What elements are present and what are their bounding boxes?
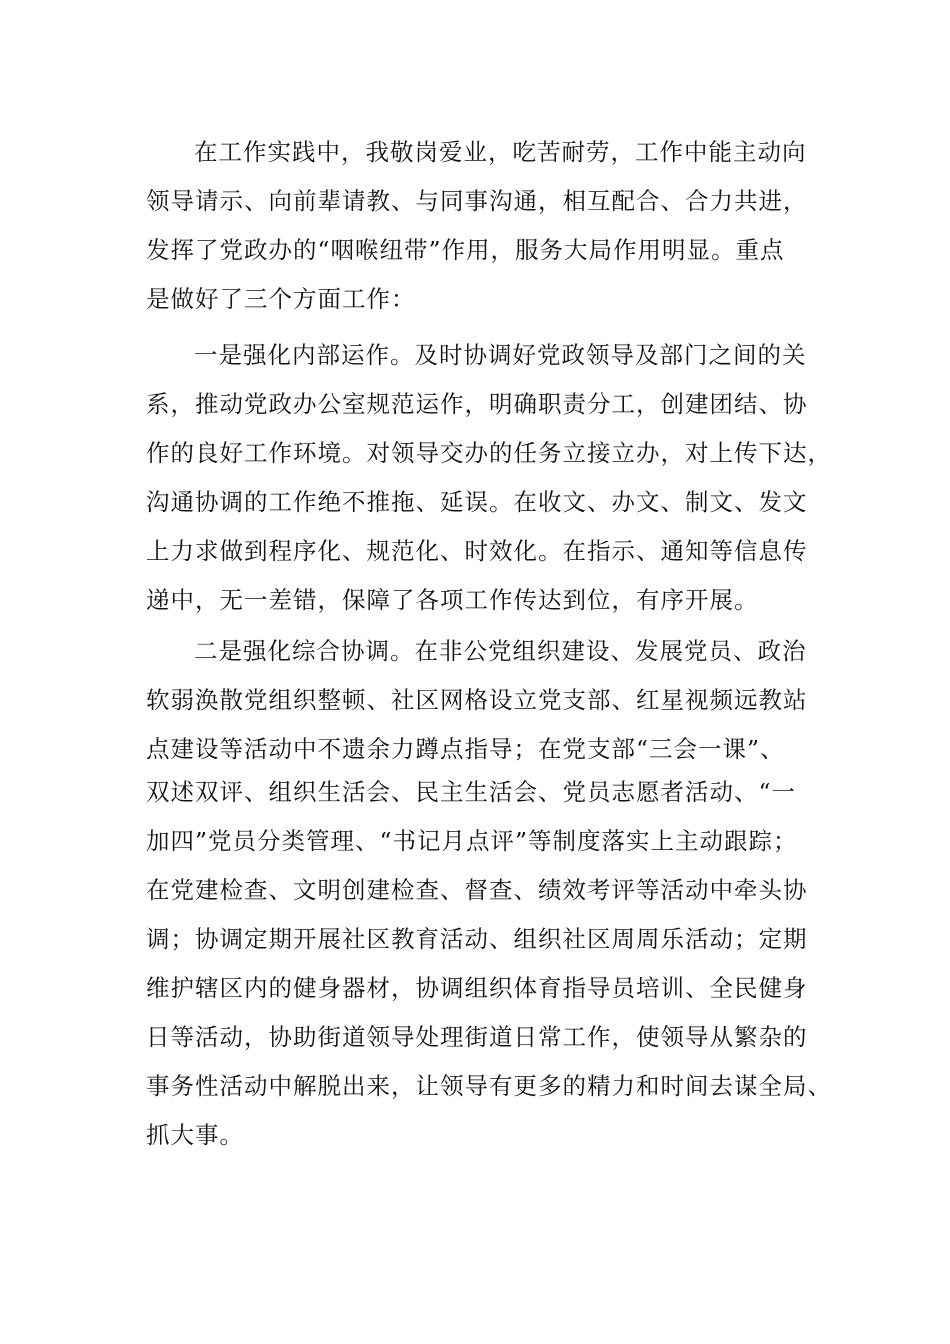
paragraph-3-line-6: 在党建检查、文明创建检查、督查、绩效考评等活动中牵头协 <box>146 876 808 904</box>
paragraph-3-line-10: 事务性活动中解脱出来，让领导有更多的精力和时间去谋全局、 <box>146 1072 832 1100</box>
paragraph-2-line-3: 作的良好工作环境。对领导交办的任务立接立办，对上传下达， <box>146 439 832 467</box>
paragraph-3-line-4: 双述双评、组织生活会、民主生活会、党员志愿者活动、“一 <box>146 778 797 806</box>
paragraph-2-line-2: 系，推动党政办公室规范运作，明确职责分工，创建团结、协 <box>146 390 808 418</box>
paragraph-3-line-1: 二是强化综合协调。在非公党组织建设、发展党员、政治 <box>194 637 807 665</box>
paragraph-2-line-1: 一是强化内部运作。及时协调好党政领导及部门之间的关 <box>194 341 807 369</box>
paragraph-3-line-2: 软弱涣散党组织整顿、社区网格设立党支部、红星视频远教站 <box>146 686 808 714</box>
paragraph-3-line-11: 抓大事。 <box>146 1121 244 1149</box>
paragraph-3-line-5: 加四”党员分类管理、“书记月点评”等制度落实上主动跟踪； <box>146 827 798 855</box>
paragraph-1-line-4: 是做好了三个方面工作： <box>146 285 416 313</box>
paragraph-1-line-2: 领导请示、向前辈请教、与同事沟通，相互配合、合力共进， <box>146 187 808 215</box>
paragraph-1-line-1: 在工作实践中，我敬岗爱业，吃苦耐劳，工作中能主动向 <box>194 138 807 166</box>
paragraph-1-line-3: 发挥了党政办的“咽喉纽带”作用，服务大局作用明显。重点 <box>146 236 785 264</box>
paragraph-3-line-3: 点建设等活动中不遗余力蹲点指导；在党支部“三会一课”、 <box>146 735 785 763</box>
paragraph-2-line-5: 上力求做到程序化、规范化、时效化。在指示、通知等信息传 <box>146 537 808 565</box>
paragraph-2-line-6: 递中，无一差错，保障了各项工作传达到位，有序开展。 <box>146 586 759 614</box>
paragraph-3-line-9: 日等活动，协助街道领导处理街道日常工作，使领导从繁杂的 <box>146 1023 808 1051</box>
paragraph-3-line-7: 调；协调定期开展社区教育活动、组织社区周周乐活动；定期 <box>146 925 808 953</box>
paragraph-3-line-8: 维护辖区内的健身器材，协调组织体育指导员培训、全民健身 <box>146 974 808 1002</box>
paragraph-2-line-4: 沟通协调的工作绝不推拖、延误。在收文、办文、制文、发文 <box>146 488 808 516</box>
